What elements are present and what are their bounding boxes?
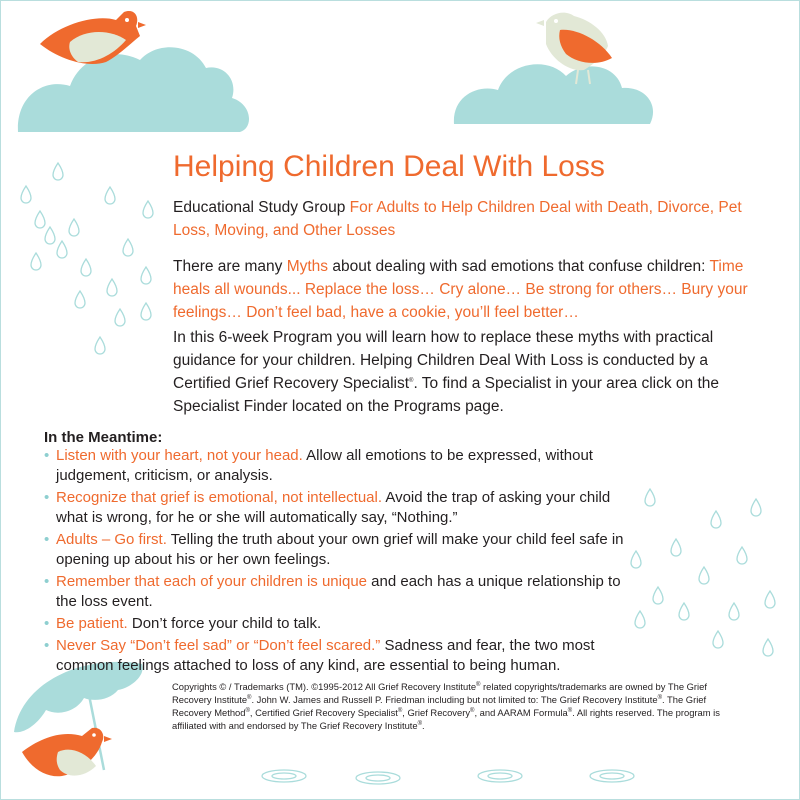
bird-icon [22,728,112,777]
cloud-icon [18,47,249,132]
tip-highlight: Be patient. [56,615,128,632]
tip-text: Avoid the trap of asking your child what is wrong, for he or she will automatically say, “Nothing.” [56,489,611,526]
copyright-text: . John W. James and Russell P. Friedman including but not limited to: The Grief Recovery Institute [251,694,658,705]
myths-intro-tail: about dealing with sad emotions that confuse children: [328,258,706,275]
bullet-icon: • [44,489,50,506]
myths-word: Myths [286,258,329,275]
study-group-audience: For Adults to Help Children Deal with Death, Divorce, Pet Loss, Moving, and Other Losses [173,199,742,239]
copyright-text: , Grief Recovery [402,707,471,718]
registered-mark: ® [476,681,481,688]
tip-text: and each has a unique relationship to the loss event. [56,573,621,610]
bullet-icon: • [44,573,50,590]
registered-mark: ® [470,707,475,714]
myths-intro: There are many [173,258,287,275]
myths-paragraph [173,255,753,324]
registered-mark: ® [245,707,250,714]
raindrop-icon [21,163,153,354]
page-title: Helping Children Deal With Loss [173,150,605,183]
list-item [44,572,624,612]
bullet-icon: • [44,615,50,632]
bullet-icon: • [44,637,50,654]
registered-mark: ® [567,707,573,714]
copyright-text: related copyrights/trademarks are owned by The Grief Recovery Institute [172,681,707,705]
copyright-notice [172,680,732,732]
bullet-icon: • [44,531,50,548]
myths-list: Time heals all wounds... Replace the loss… Cry alone… Be strong for others… Bury your feelings… Don’t feel bad, have a cookie, you’ll feel better… [173,258,748,321]
copyright-text: . [422,720,425,731]
list-item [44,530,624,570]
tip-text: Sadness and fear, the two most common feelings attached to loss of any kind, are essential to being human. [56,637,595,674]
raindrop-icon [631,489,775,656]
tip-text: Telling the truth about your own grief will make your child feel safe in opening up about his or her own feelings. [56,531,624,568]
tip-highlight: Recognize that grief is emotional, not intellectual. [56,489,383,506]
tip-highlight: Never Say “Don’t feel sad” or “Don’t feel scared.” [56,637,381,654]
tips-list [44,446,624,678]
bullet-icon: • [44,447,50,464]
tip-highlight: Remember that each of your children is unique [56,573,368,590]
list-item [44,614,624,634]
cloud-icon [454,64,653,124]
registered-mark: ® [657,694,662,701]
tip-highlight: Adults – Go first. [56,531,167,548]
tip-text: Allow all emotions to be expressed, without judgement, criticism, or analysis. [56,447,593,484]
puddle-ripple-icon [262,770,634,784]
copyright-text: . All rights reserved. The program is affiliated with and endorsed by The Grief Recovery Institute [172,707,720,731]
copyright-text: Copyrights © / Trademarks (TM). ©1995-2012 All Grief Recovery Institute [172,681,477,692]
copyright-text: , Certified Grief Recovery Specialist [249,707,398,718]
registered-mark: ® [397,707,403,714]
list-item [44,446,624,486]
copyright-text: . The Grief Recovery Method [172,694,707,718]
study-group-label: Educational Study Group [173,199,350,216]
tip-text: Don’t force your child to talk. [127,615,322,632]
registered-mark: ® [409,377,414,384]
copyright-text: , and AARAM Formula [474,707,568,718]
list-item [44,488,624,528]
registered-mark: ® [247,694,252,701]
registered-mark: ® [417,720,423,727]
program-text-1: In this 6-week Program you will learn how to replace these myths with practical guidance for your children. Helping Children Deal With Loss is conducted by a Certified Grief Recovery Specialist [173,329,714,392]
list-item [44,636,624,676]
tip-highlight: Listen with your heart, not your head. [56,447,303,464]
study-group-line [173,196,753,242]
program-text-2: . To find a Specialist in your area click on the Specialist Finder located on the Programs page. [173,375,720,415]
meantime-heading: In the Meantime: [44,429,163,446]
bird-icon [40,11,146,64]
program-paragraph [173,326,753,418]
